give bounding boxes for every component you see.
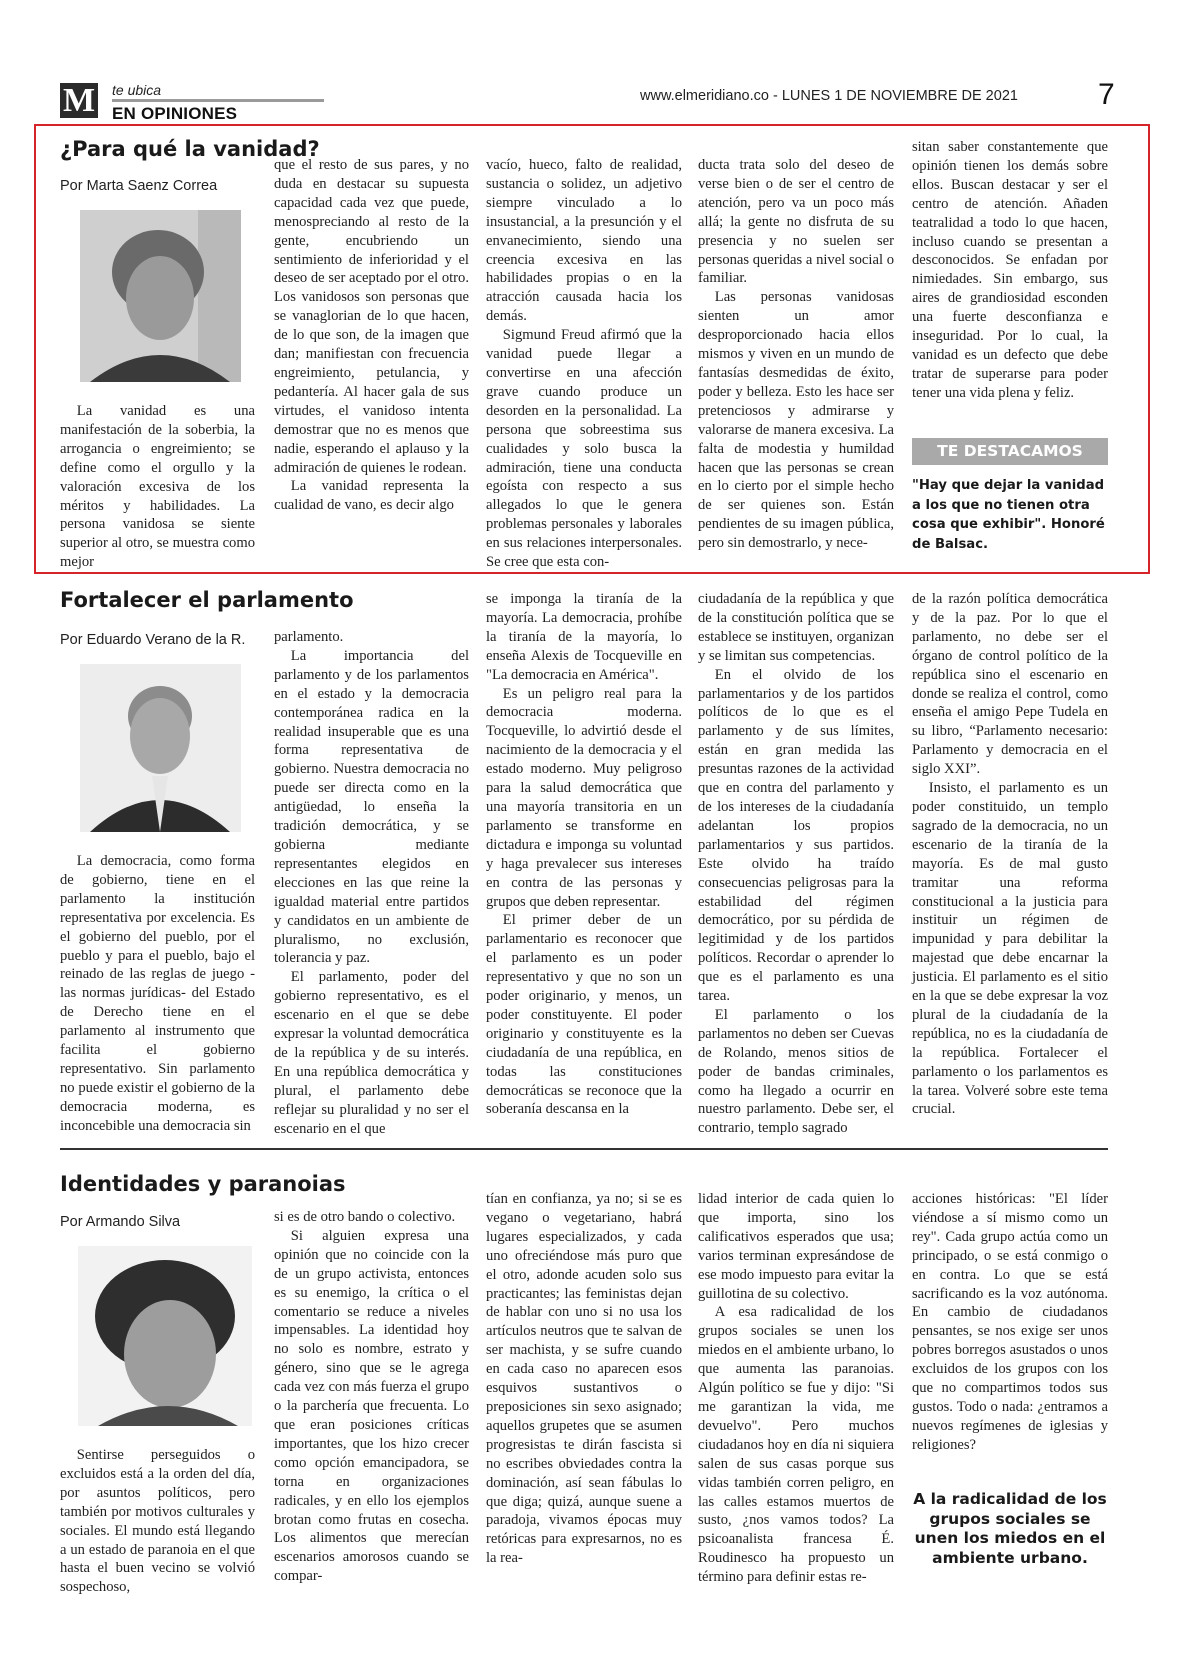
article-column-5 (912, 590, 1108, 1118)
paragraph: ducta trata solo del deseo de verse bien o de ser el centro de atención, pero va un poco más allá; la gente no disfruta de su presencia y no suelen ser personas queridas a nivel social o familiar. (698, 157, 894, 287)
article-column-1 (60, 1446, 255, 1598)
author-photo (78, 1246, 252, 1426)
article-column-2 (274, 1208, 469, 1598)
paragraph: El parlamento, poder del gobierno representativo, es el escenario en el que se debe expresar la voluntad democrática de la república y de su interés. En una república democrática y plural, el parlamento debe reflejar su pluralidad y no ser el escenario en el que (274, 969, 469, 1137)
article-column-1 (60, 402, 255, 571)
newspaper-logo: M (60, 83, 98, 118)
article-title: ¿Para qué la vanidad? (60, 137, 320, 161)
article-column-5 (912, 138, 1108, 428)
paragraph: ciudadanía de la república y que de la constitución política que se establece se instituyen, organizan y se limitan sus competencias. (698, 591, 894, 664)
article-byline: Por Marta Saenz Correa (60, 178, 218, 194)
paragraph: parlamento. (274, 629, 344, 645)
paragraph: En el olvido de los parlamentarios y de los partidos políticos de lo que es el parlamento y de sus límites, están en gran medida las presuntas razones de la actividad que en contra del parlamento y de los intereses de la ciudadanía adelantan los propios parlamentarios y sus partidos. Este olvido ha traído consecuencias peligrosas para la estabilidad del régimen democrático, por su pérdida de legitimidad y de los partidos políticos. Recordar o aprender lo que es el parlamento es una tarea. (698, 666, 894, 1005)
tagline-rule (112, 99, 324, 102)
highlight-label-bar: TE DESTACAMOS (912, 438, 1108, 465)
paragraph: Sigmund Freud afirmó que la vanidad puede llegar a convertirse en una afección grave cuando produce un desorden en la personalidad. La persona que sobreestima sus cualidades y solo busca la admiración, tiene una conducta egoísta con respecto a sus allegados lo que le genera problemas personales y laborales en sus relaciones interpersonales. Se cree que esta con- (486, 327, 682, 571)
paragraph: se imponga la tiranía de la mayoría. La democracia, prohíbe la tiranía de la mayoría, lo enseña Alexis de Tocqueville en "La democracia en América". (486, 591, 682, 683)
page-number: 7 (1098, 78, 1115, 111)
author-portrait-image (80, 664, 241, 832)
pull-quote: A la radicalidad de los grupos sociales se unen los miedos en el ambiente urbano. (913, 1490, 1107, 1567)
paragraph: si es de otro bando o colectivo. (274, 1209, 456, 1225)
dateline: www.elmeridiano.co - LUNES 1 DE NOVIEMBRE DE 2021 (640, 88, 1018, 104)
article-column-4 (698, 156, 894, 562)
paragraph: Las personas vanidosas sienten un amor desproporcionado hacia ellos mismos y viven en un mundo de fantasías desmedidas de éxito, poder y belleza. Esto les hace ser pretenciosos y admirarse y valorarse de manera excesiva. La falta de modestia y humildad hacen que las personas se crean en lo cierto por el simple hecho de ser quienes son. Están pendientes de su imagen pública, pero sin demostrarlo, y nece- (698, 289, 894, 552)
paragraph: lidad interior de cada quien lo que importa, sino los calificativos esperados que usa; varios terminan expresándose de ese modo impuesto para evitar la guillotina de su colectivo. (698, 1191, 894, 1302)
paragraph: sitan saber constantemente que opinión tienen los demás sobre ellos. Buscan destacar y ser el centro de atención. Añaden teatralidad a todo lo que hacen, incluso cuando se presentan a desconocidos. Se enfadan por nimiedades. Sin embargo, sus aires de grandiosidad esconden una fuerte desconfianza e inseguridad. Por lo cual, la vanidad es un defecto que debe tratar de superarse para poder tener una vida plena y feliz. (912, 139, 1108, 401)
paragraph: tían en confianza, ya no; si se es vegano o vegetariano, habrá lugares especializados, y cada uno ofreciéndose más puro que el otro, adonde acuden solo sus practicantes; las feministas dejan de hablar con uno si no usa los artículos neutros que te salvan de ser machista, y se sufre cuando en cada caso no aparecen esos esquivos sustantivos o preposiciones sin sexo asignado; aquellos grupetes que se asumen progresistas te dirán fascista si no escribes obviedades contra la dominación, así sean fábulas lo que diga; quizá, aunque suene a paradoja, vivamos épocas muy retóricas para expresarnos, no es la rea- (486, 1191, 682, 1567)
paragraph: Insisto, el parlamento es un poder constituido, un templo sagrado de la democracia, no un escenario de la tiranía de la mayoría. Es de mal gusto tramitar una reforma constitucional a la justicia para instituir un régimen de impunidad y para debilitar la majestad que debe encarnar la justicia. El parlamento es el sitio en la que se debe expresar la voz plural de la ciudadanía de la república, no es la ciudadanía de la república. Fortalecer el parlamento o los parlamentos es la tarea. Volveré sobre este tema crucial. (912, 780, 1108, 1118)
paragraph: La importancia del parlamento y de los parlamentos en el estado y la democracia contemporánea radica en la realidad insuperable que es una forma representativa de gobierno. Nuestra democracia no puede ser directa como en la antigüedad, lo enseña la tradición democrática, y se gobierna mediante representantes elegidos en elecciones en las que reine la igualdad material entre partidos y candidatos en un ambiente de pluralismo, no exclusión, tolerancia y paz. (274, 647, 469, 967)
article-column-2 (274, 628, 469, 1137)
section-divider (60, 1148, 1108, 1150)
article-byline: Por Eduardo Verano de la R. (60, 632, 246, 648)
author-portrait-image (78, 1246, 252, 1426)
article-column-1 (60, 852, 255, 1134)
paragraph: El parlamento o los parlamentos no deben ser Cuevas de Rolando, menos sitios de poder de bandas criminales, como ha llegado a ocurrir en nuestro parlamento. Debe ser, el contrario, templo sagrado (698, 1006, 894, 1137)
article-column-4 (698, 590, 894, 1137)
article-column-2 (274, 156, 469, 562)
author-portrait-image (80, 210, 241, 382)
paragraph: Si alguien expresa una opinión que no coincide con la de un grupo activista, entonces es su enemigo, la crítica o el comentario se reduce a niveles impensables. La identidad hoy no solo es nombre, estrato y género, sino que se le agrega cada vez con más fuerza el grupo o la parchería que frecuenta. Lo que eran posiciones críticas importantes, que los hizo crecer como opción emancipadora, se torna en organizaciones radicales, y en ello los ejemplos brotan como frutas en cosecha. Los alimentos que merecían escenarios amorosos cuando se compar- (274, 1227, 469, 1585)
paragraph: acciones históricas: "El líder viéndose a sí mismo como un rey". Cada grupo actúa como un principado, o se está conmigo o en contra. Lo que se está sacrificando es la voz autónoma. En cambio de ciudadanos pensantes, se nos exige ser unos pobres borregos asustados o unos excluidos de los grupos con los que no compartimos todos sus gustos. Todo o nada: ¿entramos a nuevos regímenes de iglesias y religiones? (912, 1191, 1108, 1453)
article-column-5 (912, 1190, 1108, 1476)
article-column-3 (486, 590, 682, 1134)
article-byline: Por Armando Silva (60, 1214, 181, 1230)
paragraph: La vanidad es una manifestación de la soberbia, la arrogancia o engreimiento; se define como el orgullo y la valoración excesiva de los méritos y habilidades. La persona vanidosa se siente superior al otro, se muestra como mejor (60, 403, 255, 571)
paragraph: A esa radicalidad de los grupos sociales se unen los miedos en el ambiente urbano, lo que aumenta las paranoias. Algún político se fue y dijo: "Si me garantizan la vida, me devuelvo". Pero muchos ciudadanos hoy en día ni siquiera salen de sus casas porque sus vidas también corren peligro, en las calles estamos muertos de susto, ¿nos vamos todos? La psicoanalista francesa É. Roudinesco ha propuesto un término para definir estas re- (698, 1304, 894, 1586)
paragraph: Es un peligro real para la democracia moderna. Tocqueville, lo advirtió desde el nacimiento de la democracia y el estado moderno. Muy peligroso para la salud democrática que una mayoría transitoria en un parlamento se transforme en dictadura e imponga su voluntad y haga prevalecer sus intereses en contra de las personas y grupos que deben representar. (486, 685, 682, 910)
paragraph: La vanidad representa la cualidad de vano, es decir algo (274, 478, 469, 514)
paragraph: vacío, hueco, falto de realidad, sustancia o solidez, un adjetivo siempre vinculado a lo insustancial, a la presunción y el envanecimiento, siendo una creencia excesiva en las habilidades propias o en la atracción causada hacia los demás. (486, 157, 682, 325)
article-title: Identidades y paranoias (60, 1172, 346, 1196)
author-photo (80, 664, 241, 832)
highlight-quote: "Hay que dejar la vanidad a los que no tienen otra cosa que exhibir". Honoré de Balsac. (912, 478, 1105, 552)
paragraph: La democracia, como forma de gobierno, tiene en el parlamento la institución representativa por excelencia. Es el gobierno del pueblo, por el pueblo y para el pueblo, bajo el reinado de las reglas de juego -las normas jurídicas- del Estado de Derecho tiene en el parlamento al instrumento que facilita el gobierno representativo. Sin parlamento no puede existir el gobierno de la democracia moderna, es inconcebible una democracia sin (60, 853, 255, 1134)
author-photo (80, 210, 241, 382)
paragraph: que el resto de sus pares, y no duda en destacar su supuesta capacidad cada vez que puede, menospreciando al resto de la gente, encubriendo un sentimiento de inferioridad y el deseo de ser aceptado por el otro. Los vanidosos son personas que se vanaglorian de lo que hacen, de lo que son, de la imagen que dan; manifiestan con frecuencia engreimiento, petulancia, y pedantería. Al hacer gala de sus virtudes, el vanidoso intenta demostrar que no es menos que nadie, esperando el aplauso y la admiración de quienes le rodean. (274, 157, 469, 476)
paragraph: El primer deber de un parlamentario es reconocer que el parlamento es un poder representativo y que no son un poder originario, y menos, un poder constituyente. El poder originario y constituyente es la ciudadanía de una república, en todas las constituciones democráticas se reconoce que la soberanía descansa en la (486, 912, 682, 1118)
article-column-3 (486, 156, 682, 571)
paragraph: Sentirse perseguidos o excluidos está a la orden del día, por asuntos políticos, pero también por motivos culturales y sociales. El mundo está llegando a un estado de paranoia en el que hasta el buen vecino se volvió sospechoso, (60, 1447, 255, 1596)
tagline: te ubica (112, 82, 162, 98)
article-title: Fortalecer el parlamento (60, 588, 354, 612)
article-column-3 (486, 1190, 682, 1598)
section-label: EN OPINIONES (112, 104, 238, 123)
paragraph: de la razón política democrática y de la paz. Por lo que el parlamento, no debe ser el órgano de control político de la república sino el escenario en donde se realiza el control, como enseña el amigo Pepe Tudela en su libro, “Parlamento necesario: Parlamento y democracia en el siglo XXI”. (912, 591, 1108, 778)
article-column-4 (698, 1190, 894, 1598)
